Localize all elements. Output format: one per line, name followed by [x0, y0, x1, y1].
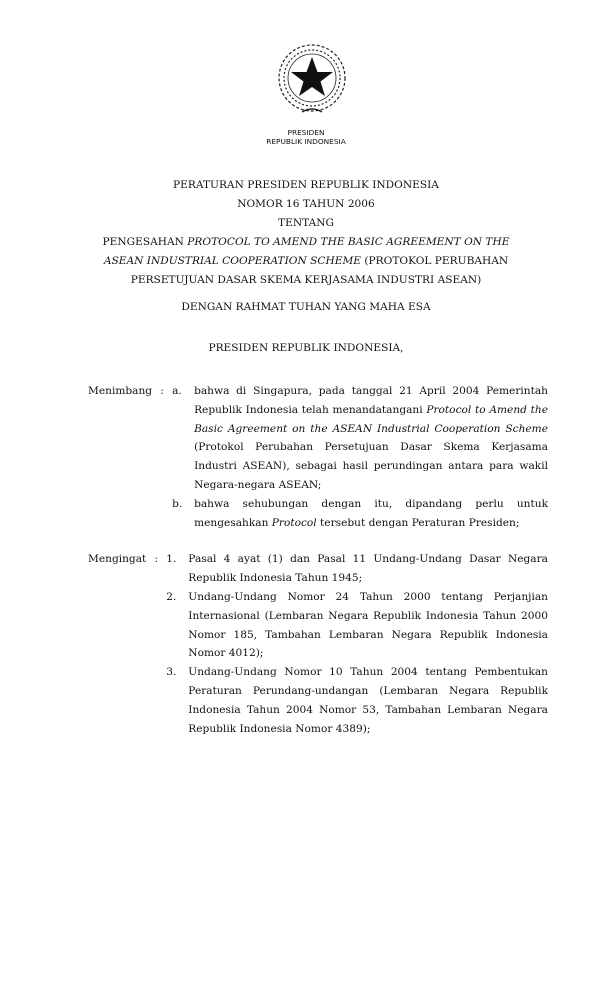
menimbang-item-b — [172, 495, 548, 533]
item-text-italic: Protocol to Amend the Basic Agreement on the ASEAN Industrial Cooperation Scheme — [194, 403, 549, 435]
president-heading: PRESIDEN REPUBLIK INDONESIA, — [208, 342, 404, 354]
mengingat-section — [88, 550, 548, 738]
letterhead — [0, 128, 612, 146]
item-text-italic: Protocol — [271, 516, 317, 529]
mengingat-label: Mengingat — [88, 553, 147, 566]
document-body — [0, 176, 612, 738]
title-number: NOMOR 16 TAHUN 2006 — [237, 198, 375, 210]
item-number: a. — [172, 385, 182, 397]
item-number: b. — [172, 497, 183, 510]
title-line1: PERATURAN PRESIDEN REPUBLIK INDONESIA — [173, 179, 439, 191]
item-text: Undang-Undang Nomor 24 Tahun 2000 tentang Perjanjian Internasional (Lembaran Negara Republik Indonesia Tahun 2000 Nomor 185, Tambahan Lembaran Negara Republik Indonesia Nomor 4012); — [188, 590, 548, 660]
item-number: 3. — [166, 666, 177, 679]
item-body — [194, 382, 548, 495]
title-subject — [80, 233, 532, 290]
letterhead-line1: PRESIDEN — [287, 128, 325, 137]
subject-indonesian: (PROTOKOL PERUBAHAN PERSETUJUAN DASAR SKEMA KERJASAMA INDUSTRI ASEAN) — [130, 255, 509, 286]
mengingat-items — [166, 550, 548, 738]
mengingat-item-3 — [166, 663, 548, 738]
presidential-emblem — [272, 40, 352, 120]
item-text: Pasal 4 ayat (1) dan Pasal 11 Undang-Undang Dasar Negara Republik Indonesia Tahun 1945; — [188, 553, 548, 585]
subject-english: PROTOCOL TO AMEND THE BASIC AGREEMENT ON THE ASEAN INDUSTRIAL COOPERATION SCHEME — [103, 236, 510, 267]
menimbang-colon: : — [160, 385, 164, 397]
menimbang-item-a — [172, 382, 548, 495]
item-number: 2. — [166, 590, 177, 603]
menimbang-section — [88, 382, 548, 532]
item-body — [194, 495, 548, 533]
mengingat-item-2 — [166, 588, 548, 663]
invocation: DENGAN RAHMAT TUHAN YANG MAHA ESA — [181, 301, 431, 313]
subject-prefix: PENGESAHAN — [102, 236, 188, 248]
mengingat-colon: : — [154, 553, 159, 566]
menimbang-label: Menimbang — [88, 385, 153, 397]
mengingat-item-1 — [166, 550, 548, 588]
item-text: (Protokol Perubahan Persetujuan Dasar Skema Kerjasama Industri ASEAN), sebagai hasil perundingan antara para wakil Negara-negara ASEAN; — [194, 441, 548, 491]
letterhead-line2: REPUBLIK INDONESIA — [266, 137, 346, 146]
item-text: Undang-Undang Nomor 10 Tahun 2004 tentang Pembentukan Peraturan Perundang-undangan (Lembaran Negara Republik Indonesia Tahun 2004 Nomor 53, Tambahan Lembaran Negara Republik Indonesia Nomor 4389); — [188, 666, 548, 735]
menimbang-items — [172, 382, 548, 532]
item-text: bahwa di Singapura, pada tanggal 21 April 2004 Pemerintah Republik Indonesia telah menandatangani — [194, 385, 548, 416]
document-title — [80, 176, 532, 290]
item-text: bahwa sehubungan dengan itu, dipandang perlu untuk mengesahkan — [194, 497, 548, 529]
item-text: tersebut dengan Peraturan Presiden; — [316, 516, 520, 529]
item-number: 1. — [166, 553, 177, 566]
title-about: TENTANG — [278, 217, 334, 229]
